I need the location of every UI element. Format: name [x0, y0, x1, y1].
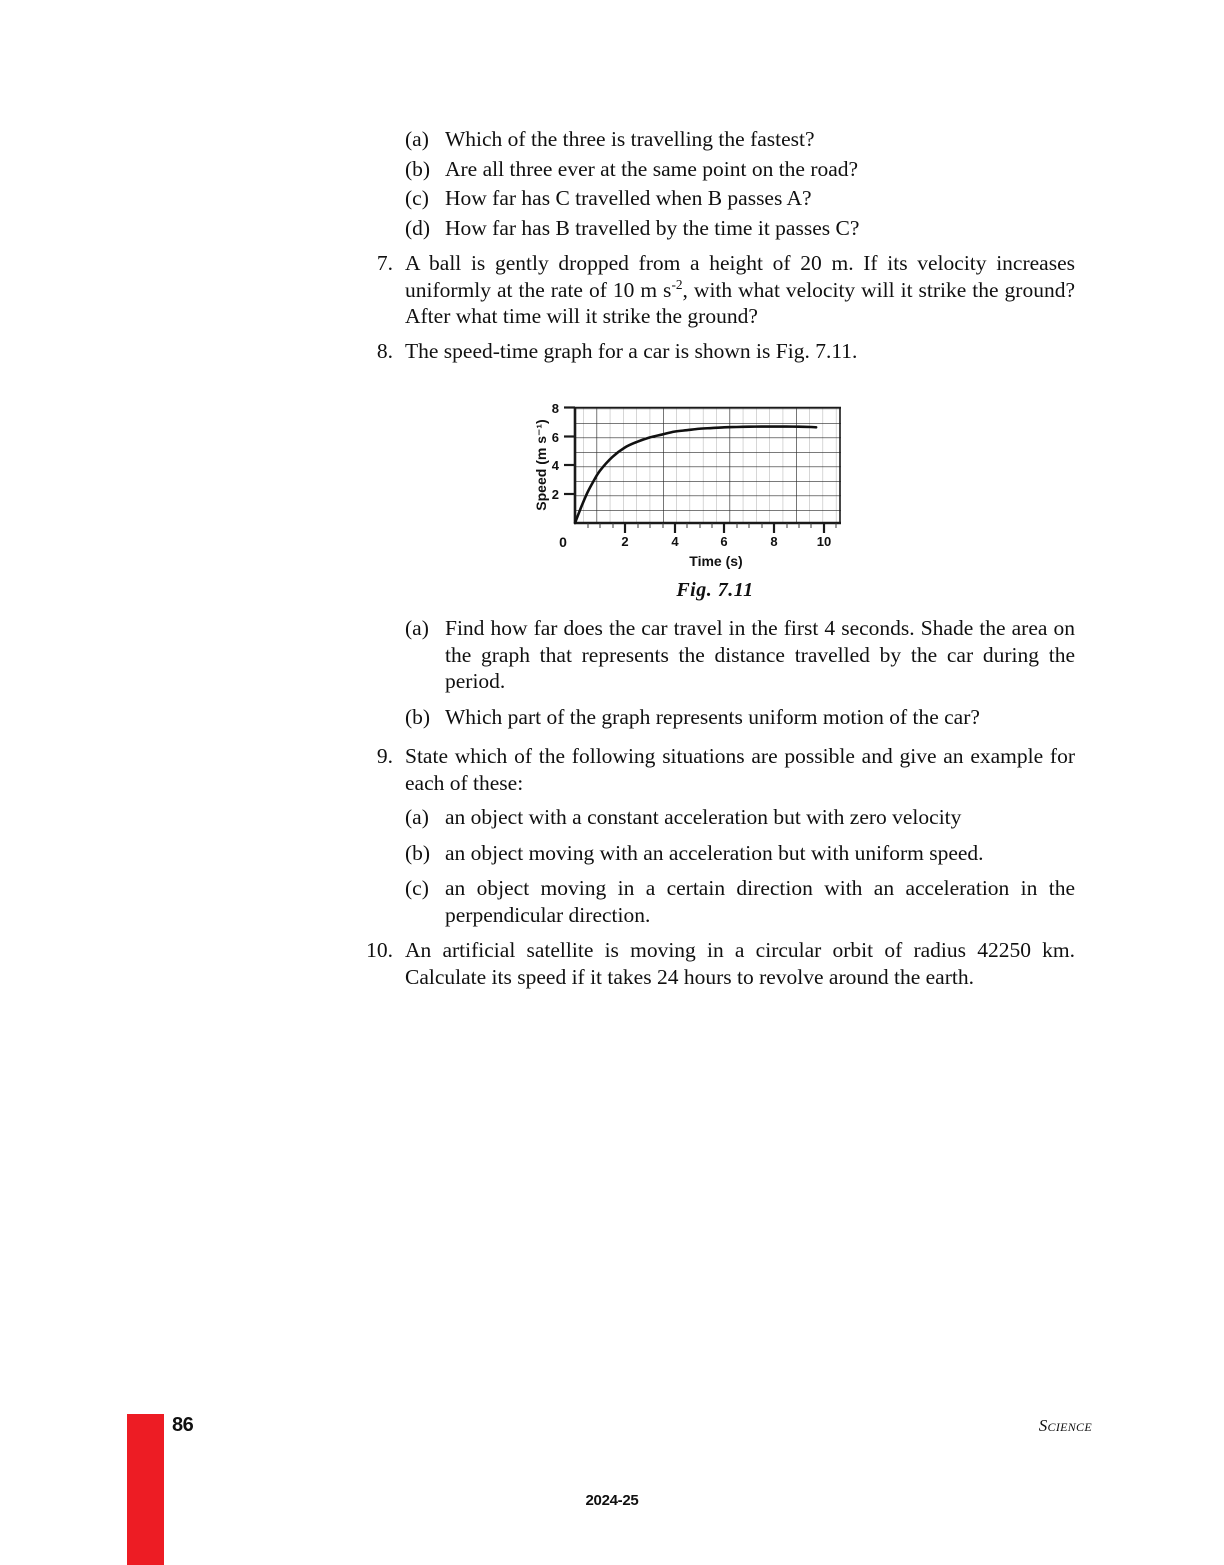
sub-question-label: (d) — [405, 215, 431, 240]
figure-7-11 — [355, 394, 1075, 609]
speed-time-graph — [530, 394, 860, 574]
sub-question-label: (c) — [405, 186, 429, 210]
y-tick-label: 6 — [551, 430, 559, 445]
sub-question-item — [405, 704, 1075, 731]
page-content — [355, 126, 1075, 992]
x-axis-title: Time (s) — [689, 553, 743, 569]
question-text-line: The speed-time graph for a car is shown is Fig. 7.11. — [405, 338, 858, 363]
sub-question-text: Which of the three is travelling the fastest? — [445, 127, 815, 151]
sub-question-text: Are all three ever at the same point on the road? — [445, 156, 859, 181]
sub-question-item — [405, 185, 1075, 212]
question-number: 10. — [366, 938, 393, 962]
question-text-line: An artificial satellite is moving in a circular orbit of radius 42250 km. Calculate its speed if it takes 24 hours to revolve around the earth. — [405, 938, 1075, 989]
sub-question-item — [405, 875, 1075, 928]
question-item-8 — [355, 338, 1075, 365]
y-tick-labels — [552, 401, 560, 502]
y-axis-title: Speed (m s⁻¹) — [533, 419, 549, 511]
sub-question-list-top — [405, 126, 1075, 241]
sub-question-list-8 — [405, 615, 1075, 730]
sub-question-item — [405, 156, 1075, 183]
question-item-10 — [355, 937, 1075, 990]
sub-question-text: an object moving in a certain direction with an acceleration in the perpendicular direction. — [445, 876, 1075, 927]
sub-question-text: Find how far does the car travel in the first 4 seconds. Shade the area on the graph that represents the distance travelled by the car during the period. — [445, 616, 1075, 693]
question-text-line: State which of the following situations are possible and give an example for each of these: — [405, 744, 1075, 795]
page-accent-bar — [127, 1414, 164, 1565]
y-tick-label: 4 — [551, 458, 559, 473]
sub-question-label: (b) — [405, 704, 431, 729]
question-item-7 — [355, 250, 1075, 330]
sub-question-item — [405, 615, 1075, 695]
sub-question-label: (a) — [405, 127, 429, 151]
sub-question-label: (c) — [405, 876, 429, 900]
sub-question-text: an object with a constant acceleration but with zero velocity — [445, 805, 962, 829]
x-axis-ticks — [625, 523, 824, 533]
page-number: 86 — [172, 1414, 194, 1436]
book-title-footer: Science — [1038, 1416, 1092, 1435]
y-tick-label: 2 — [551, 487, 559, 502]
origin-label: 0 — [559, 534, 567, 550]
sub-question-label: (b) — [405, 840, 431, 865]
sub-question-item — [405, 804, 1075, 831]
question-number: 9. — [376, 744, 393, 768]
x-tick-label: 10 — [816, 534, 832, 549]
question-text-part-1: A ball is gently dropped from a height of 20 m. If its velocity increases uniformly at the rate of 10 m s — [405, 251, 1075, 302]
question-text — [405, 250, 1075, 330]
x-tick-label: 4 — [671, 534, 679, 549]
x-tick-labels — [621, 534, 831, 549]
x-tick-label: 8 — [770, 534, 778, 549]
question-text — [405, 338, 1075, 365]
question-text — [405, 743, 1075, 796]
question-number: 8. — [376, 338, 393, 363]
sub-question-item — [405, 840, 1075, 867]
question-item-9 — [355, 743, 1075, 796]
sub-question-text: Which part of the graph represents uniform motion of the car? — [445, 704, 980, 729]
sub-question-text: an object moving with an acceleration but with uniform speed. — [445, 840, 984, 865]
y-tick-label: 8 — [551, 401, 559, 416]
speed-time-chart-svg — [530, 394, 860, 569]
session-year: 2024-25 — [585, 1492, 639, 1509]
sub-question-label: (a) — [405, 805, 429, 829]
sub-question-text: How far has B travelled by the time it passes C? — [445, 215, 860, 240]
x-tick-label: 6 — [720, 534, 728, 549]
question-text-part-2: , with what velocity will it strike the ground? After what time will it strike the ground? — [405, 277, 1075, 328]
question-number: 7. — [376, 251, 393, 275]
sub-question-item — [405, 215, 1075, 242]
x-tick-label: 2 — [621, 534, 629, 549]
major-gridlines — [575, 407, 841, 523]
superscript-exponent: -2 — [671, 276, 683, 292]
sub-question-list-9 — [405, 798, 1075, 928]
sub-question-label: (a) — [405, 616, 429, 640]
sub-question-item — [405, 126, 1075, 153]
sub-question-text: How far has C travelled when B passes A? — [445, 186, 812, 210]
y-axis-ticks — [564, 408, 575, 495]
question-text — [405, 937, 1075, 990]
sub-question-label: (b) — [405, 156, 431, 181]
figure-caption: Fig. 7.11 — [676, 579, 754, 601]
